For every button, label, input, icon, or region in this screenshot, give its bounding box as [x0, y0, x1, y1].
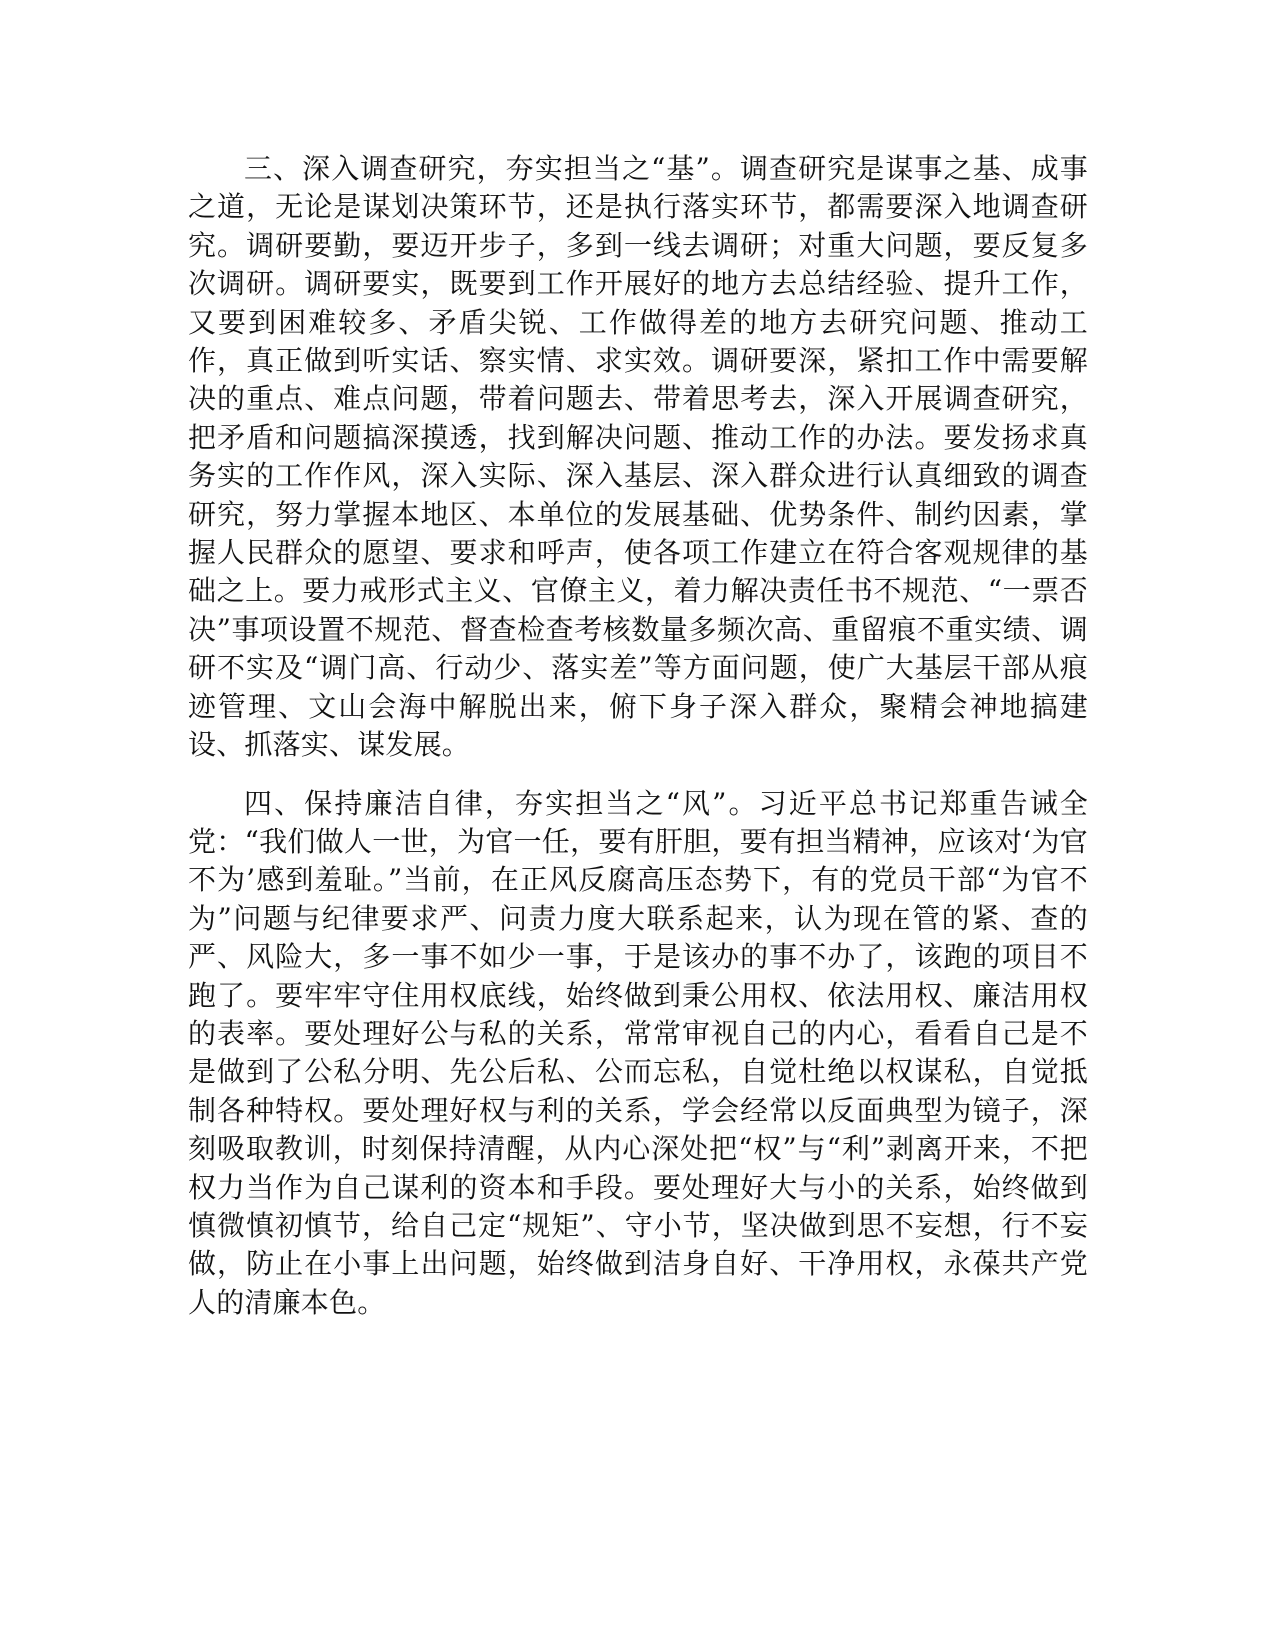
paragraph-section-three: 三、深入调查研究，夯实担当之“基”。调查研究是谋事之基、成事之道，无论是谋划决策环节，还是执行落实环节，都需要深入地调查研究。调研要勤，要迈开步子，多到一线去调研；对重大问题，要反复多次调研。调研要实，既要到工作开展好的地方去总结经验、提升工作，又要到困难较多、矛盾尖锐、工作做得差的地方去研究问题、推动工作，真正做到听实话、察实情、求实效。调研要深，紧扣工作中需要解决的重点、难点问题，带着问题去、带着思考去，深入开展调查研究，把矛盾和问题搞深摸透，找到解决问题、推动工作的办法。要发扬求真务实的工作作风，深入实际、深入基层、深入群众进行认真细致的调查研究，努力掌握本地区、本单位的发展基础、优势条件、制约因素，掌握人民群众的愿望、要求和呼声，使各项工作建立在符合客观规律的基础之上。要力戒形式主义、官僚主义，着力解决责任书不规范、“一票否决”事项设置不规范、督查检查考核数量多频次高、重留痕不重实绩、调研不实及“调门高、行动少、落实差”等方面问题，使广大基层干部从痕迹管理、文山会海中解脱出来，俯下身子深入群众，聚精会神地搞建设、抓落实、谋发展。 — [188, 152, 1088, 762]
paragraph-section-four: 四、保持廉洁自律，夯实担当之“风”。习近平总书记郑重告诫全党：“我们做人一世，为官一任，要有肝胆，要有担当精神，应该对‘为官不为’感到羞耻。”当前，在正风反腐高压态势下，有的党员干部“为官不为”问题与纪律要求严、问责力度大联系起来，认为现在管的紧、查的严、风险大，多一事不如少一事，于是该办的事不办了，该跑的项目不跑了。要牢牢守住用权底线，始终做到秉公用权、依法用权、廉洁用权的表率。要处理好公与私的关系，常常审视自己的内心，看看自己是不是做到了公私分明、先公后私、公而忘私，自觉杜绝以权谋私，自觉抵制各种特权。要处理好权与利的关系，学会经常以反面典型为镜子，深刻吸取教训，时刻保持清醒，从内心深处把“权”与“利”剥离开来，不把权力当作为自己谋利的资本和手段。要处理好大与小的关系，始终做到慎微慎初慎节，给自己定“规矩”、守小节，坚决做到思不妄想，行不妄做，防止在小事上出问题，始终做到洁身自好、干净用权，永葆共产党人的清廉本色。 — [188, 786, 1088, 1319]
document-body — [188, 150, 1088, 1322]
